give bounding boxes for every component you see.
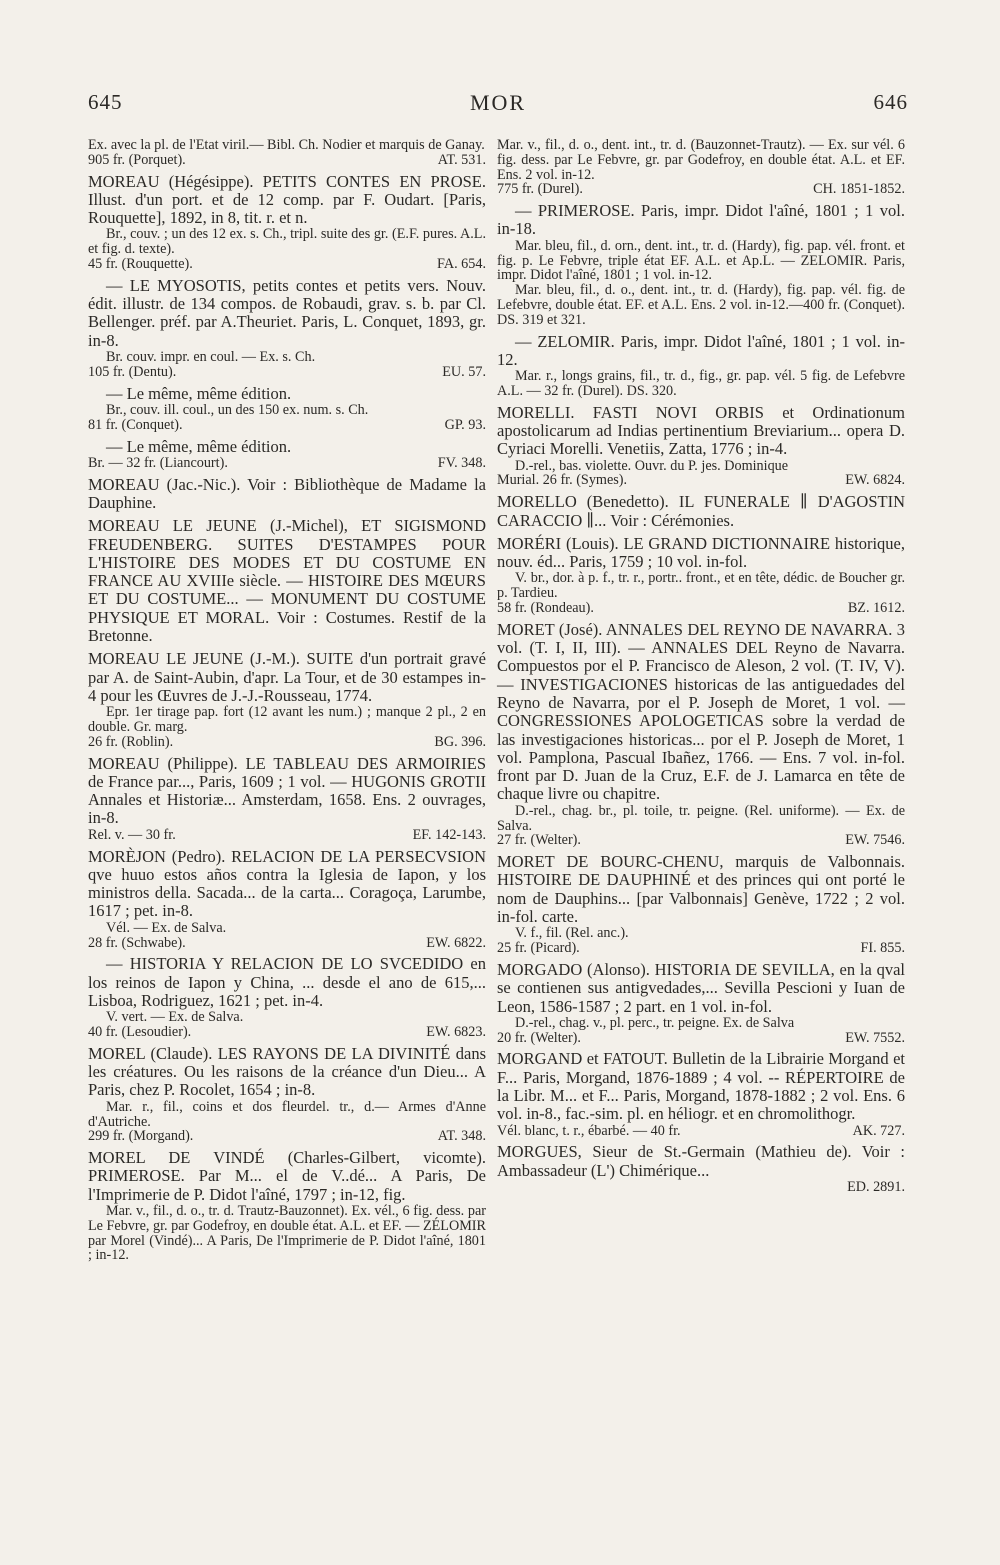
catalog-reference: EF. 142-143. [412, 826, 486, 843]
price-line [88, 1025, 486, 1040]
entry-note: Epr. 1er tirage pap. fort (12 avant les num.) ; manque 2 pl., 2 en double. Gr. marg. [88, 704, 486, 735]
entry-text: — Le même, même édition. [106, 383, 292, 403]
price-source: 40 fr. (Lesoudier). [88, 1024, 192, 1041]
page-number-left: 645 [88, 90, 123, 114]
entry-text: MORGADO (Alonso). HISTORIA DE SEVILLA, en la qval se contienen sus antigvedades,... Sevilla Pescioni y Iuan de Leon, 1586-1587 ; 2 part. en 1 vol. in-fol. [497, 959, 905, 1016]
entry-text: MORGUES, Sieur de St.-Germain (Mathieu de). Voir : Ambassadeur (L') Chimérique... [497, 1142, 905, 1180]
price-source: 905 fr. (Porquet). [88, 151, 186, 168]
price-source: Murial. 26 fr. (Symes). [497, 472, 628, 489]
price-line [497, 1180, 905, 1195]
price-line [88, 418, 486, 433]
entry-note: V. br., dor. à p. f., tr. r., portr.. front., et en tête, dédic. de Boucher gr. p. Tardieu. [497, 570, 905, 602]
catalog-reference: FI. 855. [860, 940, 905, 957]
left-column [88, 138, 486, 1263]
entry-text: — ZELOMIR. Paris, impr. Didot l'aîné, 1801 ; 1 vol. in-12. [497, 331, 905, 369]
price-line [88, 153, 486, 168]
price-source: 26 fr. (Roblin). [88, 733, 174, 750]
price-line [497, 1124, 905, 1139]
entry-text: MOREL DE VINDÉ (Charles-Gilbert, vicomte). PRIMEROSE. Par M... el de V..dé... A Paris, De l'Imprimerie de P. Didot l'aîné, 1797 ; in-12, fig. [88, 1148, 486, 1204]
price-line [497, 473, 905, 488]
price-line [497, 182, 905, 197]
price-line [88, 456, 486, 471]
entry-text: MORÉRI (Louis). LE GRAND DICTIONNAIRE historique, nouv. éd... Paris, 1759 ; 10 vol. in-fol. [497, 533, 905, 572]
price-line [497, 601, 905, 616]
entry-text: MORGAND et FATOUT. Bulletin de la Librairie Morgand et F... Paris, Morgand, 1876-1889 ; 4 vol. -- RÉPERTOIRE de la Libr. M... et F... Paris, Morgand, 1878-1882 ; 2 vol. Ens. 6 vol. in-8., fac.-sim. pl. en héliogr. et en chromolithogr. [497, 1049, 905, 1124]
page-header [88, 90, 908, 124]
entry-note: Mar. bleu, fil., d. o., dent. int., tr. d. (Hardy), fig. pap. vél. fig. de Lefebvre, double état. EF. et A.L. Ens. 2 vol. in-12.—400 fr. (Conquet). DS. 319 et 321. [497, 282, 905, 328]
catalog-reference: BZ. 1612. [847, 600, 905, 617]
entry-note: Mar. v., fil., d. o., dent. int., tr. d. (Bauzonnet-Trautz). — Ex. sur vél. 6 fig. dess. par Le Febvre, gr. par Godefroy, en double état. A.L. et EF. Ens. 2 vol. in-12. [497, 137, 905, 183]
entry-text: MOREL (Claude). LES RAYONS DE LA DIVINITÉ dans les créatures. Ou les raisons de la créance d'un Dieu... A Paris, chez P. Rocolet, 1654 ; in-8. [88, 1043, 486, 1100]
right-column [497, 138, 905, 1195]
entry-text: — PRIMEROSE. Paris, impr. Didot l'aîné, 1801 ; 1 vol. in-18. [497, 201, 905, 239]
price-source: Br. — 32 fr. (Liancourt). [88, 454, 228, 471]
price-line [88, 257, 486, 272]
entry-text: MORÈJON (Pedro). RELACION DE LA PERSECVSION qve huuo estos años contra la Iglesia de Iapon, y los ministros della. Sacada... de la carta... Coragoça, Larumbe, 1617 ; pet. in-8. [88, 846, 486, 921]
entry-note: Mar. v., fil., d. o., tr. d. Trautz-Bauzonnet). Ex. vél., 6 fig. dess. par Le Febvre, gr. par Godefroy, en double état. A.L. et EF. — ZÉLOMIR par Morel (Vindé)... A Paris, De l'Imprimerie de P. Didot l'aîné, 1801 ; in-12. [88, 1203, 486, 1264]
price-source: 25 fr. (Picard). [497, 940, 580, 957]
entry-note: D.-rel., chag. v., pl. perc., tr. peigne. Ex. de Salva [515, 1014, 795, 1031]
catalog-reference: EW. 7546. [845, 832, 905, 849]
entry-text: MOREAU LE JEUNE (J.-M.). SUITE d'un portrait gravé par A. de Saint-Aubin, d'apr. La Tour, et de 30 estampes in-4 pour les Œuvres de J.-J.-Rousseau, 1774. [88, 649, 486, 705]
catalog-reference: AT. 348. [437, 1128, 486, 1145]
entry-text: MORELLO (Benedetto). IL FUNERALE ∥ D'AGOSTIN CARACCIO ∥... Voir : Cérémonies. [497, 492, 905, 530]
catalog-reference: FA. 654. [436, 256, 486, 273]
entry-note: D.-rel., chag. br., pl. toile, tr. peigne. (Rel. uniforme). — Ex. de Salva. [497, 802, 905, 834]
entry-text: — Le même, même édition. [106, 436, 292, 456]
price-source: 105 fr. (Dentu). [88, 363, 177, 380]
catalog-reference: EW. 6822. [426, 934, 486, 951]
entry-text: MOREAU (Jac.-Nic.). Voir : Bibliothèque de Madame la Dauphine. [88, 474, 486, 512]
price-source: 299 fr. (Morgand). [88, 1128, 194, 1145]
page-number-right: 646 [873, 90, 908, 114]
entry-text: MORELLI. FASTI NOVI ORBIS et Ordinationum apostolicarum ad Indias pertinentium Breviarium... opera D. Cyriaci Morelli. Venetiis, Zatta, 1776 ; in-4. [497, 402, 905, 459]
catalog-reference: ED. 2891. [847, 1179, 905, 1196]
running-head: MOR [469, 90, 527, 115]
catalog-reference: CH. 1851-1852. [813, 181, 905, 198]
price-source: 45 fr. (Rouquette). [88, 256, 193, 273]
price-line [497, 833, 905, 848]
entry-note: Mar. r., fil., coins et dos fleurdel. tr., d.— Armes d'Anne d'Autriche. [88, 1098, 486, 1130]
entry-text: — LE MYOSOTIS, petits contes et petits vers. Nouv. édit. illustr. de 134 compos. de Robaudi, grav. s. b. par Cl. Bellenger. préf. par A.Theuriet. Paris, L. Conquet, 1893, gr. in-8. [88, 275, 486, 350]
catalog-reference: GP. 93. [444, 416, 486, 433]
entry-note: Mar. r., longs grains, fil., tr. d., fig., gr. pap. vél. 5 fig. de Lefebvre A.L. — 32 fr. (Durel). DS. 320. [497, 368, 905, 399]
entry-note: Br. couv. impr. en coul. — Ex. s. Ch. [106, 349, 316, 366]
entry-text: MOREAU (Hégésippe). PETITS CONTES EN PROSE. Illust. d'un port. et de 12 comp. par F. Oudart. [Paris, Rouquette], 1892, in 8, tit. r. et n. [88, 171, 486, 228]
price-source: Vél. blanc, t. r., ébarbé. — 40 fr. [497, 1122, 681, 1139]
price-line [88, 735, 486, 750]
price-source: 27 fr. (Welter). [497, 832, 581, 849]
catalog-reference: EW. 7552. [845, 1029, 905, 1046]
entry-text: MOREAU LE JEUNE (J.-Michel), ET SIGISMOND FREUDENBERG. SUITES D'ESTAMPES POUR L'HISTOIRE DES MODES ET DU COSTUME EN FRANCE AU XVIIIe siècle. — HISTOIRE DES MŒURS ET DU COSTUME... — MONUMENT DU COSTUME PHYSIQUE ET MORAL. Voir : Costumes. Restif de la Bretonne. [88, 516, 486, 646]
entry-text: — HISTORIA Y RELACION DE LO SVCEDIDO en los reinos de Iapon y China, ... desde el ano de 615,... Lisboa, Rodriguez, 1621 ; pet. in-4. [88, 954, 486, 1010]
catalog-reference: EW. 6823. [426, 1024, 486, 1041]
price-source: 20 fr. (Welter). [497, 1029, 581, 1046]
price-line [88, 828, 486, 843]
price-source: 28 fr. (Schwabe). [88, 934, 186, 951]
price-source: 81 fr. (Conquet). [88, 416, 183, 433]
price-line [497, 1031, 905, 1046]
price-line [497, 941, 905, 956]
price-line [88, 936, 486, 951]
entry-note: Br., couv. ; un des 12 ex. s. Ch., tripl. suite des gr. (E.F. pures. A.L. et fig. d. texte). [88, 226, 486, 258]
price-source: 775 fr. (Durel). [497, 181, 583, 198]
price-line [88, 365, 486, 380]
entry-note: Ex. avec la pl. de l'Etat viril.— Bibl. Ch. Nodier et marquis de Ganay. [88, 137, 485, 153]
entry-text: MORET (José). ANNALES DEL REYNO DE NAVARRA. 3 vol. (T. I, II, III). — ANNALES DEL Reyno de Navarra. Compuestos por el P. Francisco de Aleson, 2 vol. (T. IV, V). — INVESTIGACIONES historicas de las antiguedades del Reyno de Navarra, por el P. Joseph de Moret, 1 vol. — CONGRESSIONES APOLOGETICAS sobre la verdad de las investigaciones historicas... por el P. Joseph de Moret, 1 vol. Pamplona, Pascual Ibañez, 1766. — Ens. 7 vol. in-fol. front par D. Juan de la Cruz, E.F. de J. Lamarca en tête de chaque livre ou chapitre. [497, 619, 905, 804]
catalog-reference: AT. 531. [437, 151, 486, 168]
price-source: 58 fr. (Rondeau). [497, 600, 594, 617]
catalog-reference: EW. 6824. [845, 472, 905, 489]
entry-note: D.-rel., bas. violette. Ouvr. du P. jes. Dominique [515, 457, 789, 474]
entry-note: Mar. bleu, fil., d. orn., dent. int., tr. d. (Hardy), fig. pap. vél. front. et fig. p. Le Febvre, triple état EF. A.L. et Ap.L. — ZELOMIR. Paris, impr. Didot l'aîné, 1801 ; 1 vol. in-12. [497, 237, 905, 284]
catalog-reference: AK. 727. [852, 1122, 905, 1139]
catalog-reference: EU. 57. [442, 363, 486, 380]
entry-note: V. vert. — Ex. de Salva. [106, 1009, 244, 1026]
entry-text: MORET DE BOURC-CHENU, marquis de Valbonnais. HISTOIRE DE DAUPHINÉ et des princes qui ont porté le nom de Dauphins... [par Valbonnais] Genève, 1722 ; 2 vol. in-fol. carte. [497, 852, 905, 927]
price-line [88, 1129, 486, 1144]
catalog-reference: BG. 396. [434, 733, 486, 750]
entry-note: Br., couv. ill. coul., un des 150 ex. num. s. Ch. [106, 401, 369, 418]
price-source: Rel. v. — 30 fr. [88, 826, 176, 843]
entry-text: MOREAU (Philippe). LE TABLEAU DES ARMOIRIES de France par..., Paris, 1609 ; 1 vol. — HUGONIS GROTII Annales et Historiæ... Amsterdam, 1658. Ens. 2 ouvrages, in-8. [88, 753, 486, 828]
catalog-reference: FV. 348. [437, 454, 486, 471]
entry-note: V. f., fil. (Rel. anc.). [515, 925, 629, 942]
entry-note: Vél. — Ex. de Salva. [106, 919, 227, 936]
